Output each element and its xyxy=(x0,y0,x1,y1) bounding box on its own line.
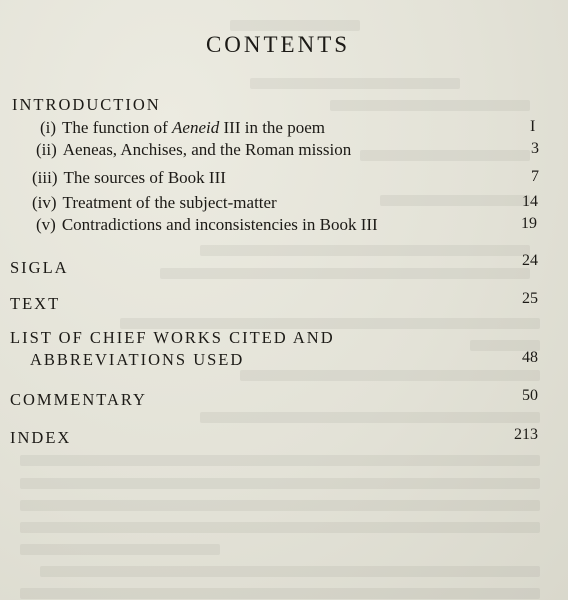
page-number: 48 xyxy=(522,349,538,366)
toc-entry-index xyxy=(0,428,568,452)
toc-subentry-label xyxy=(36,215,378,235)
subentry-text: Aeneas, Anchises, and the Roman mission xyxy=(62,140,352,159)
toc-entry-introduction xyxy=(0,95,568,119)
toc-subentry-label xyxy=(40,118,325,138)
subentry-text: Treatment of the subject-matter xyxy=(62,193,277,212)
toc-heading: TEXT xyxy=(10,294,61,313)
page-number: 14 xyxy=(522,193,538,210)
subentry-text: Contradictions and inconsistencies in Book III xyxy=(61,215,378,234)
subentry-text-pre: The function of xyxy=(62,118,173,137)
toc-entry-sigla xyxy=(0,252,568,282)
toc-subentry-1 xyxy=(0,118,568,142)
subentry-number: (iv) xyxy=(32,193,57,212)
page-number: 3 xyxy=(531,140,539,157)
toc-entry-list-of-works xyxy=(0,328,568,376)
toc-subentry-label xyxy=(32,168,226,188)
toc-subentry-label xyxy=(36,140,351,160)
toc-heading: SIGLA xyxy=(10,258,69,277)
page-number: 50 xyxy=(522,387,538,404)
toc-heading: INDEX xyxy=(10,428,72,447)
toc-heading-line1: LIST OF CHIEF WORKS CITED AND xyxy=(10,328,335,347)
toc-subentry-5 xyxy=(0,215,568,239)
subentry-text: The sources of Book III xyxy=(63,168,226,187)
page-number: 19 xyxy=(521,215,537,232)
page-number: 25 xyxy=(522,290,538,307)
toc-subentry-2 xyxy=(0,140,568,164)
page-number: 7 xyxy=(531,168,539,185)
page-number: I xyxy=(530,118,536,135)
subentry-number: (ii) xyxy=(36,140,57,159)
toc-heading: COMMENTARY xyxy=(10,390,147,409)
subentry-text-italic: Aeneid xyxy=(172,118,220,137)
subentry-number: (i) xyxy=(40,118,57,137)
toc-entry-commentary xyxy=(0,387,568,414)
subentry-text-post: III in the poem xyxy=(219,118,325,137)
toc-heading-introduction: INTRODUCTION xyxy=(12,95,161,114)
subentry-number: (v) xyxy=(36,215,56,234)
toc-subentry-3 xyxy=(0,168,568,192)
toc-subentry-label xyxy=(32,193,277,213)
subentry-number: (iii) xyxy=(32,168,58,187)
toc-subentry-4 xyxy=(0,193,568,217)
page-number: 24 xyxy=(522,252,538,269)
toc-entry-text xyxy=(0,290,568,318)
page-title: CONTENTS xyxy=(205,32,351,57)
page-number: 213 xyxy=(514,426,538,443)
toc-heading-line2: ABBREVIATIONS USED xyxy=(30,350,245,369)
